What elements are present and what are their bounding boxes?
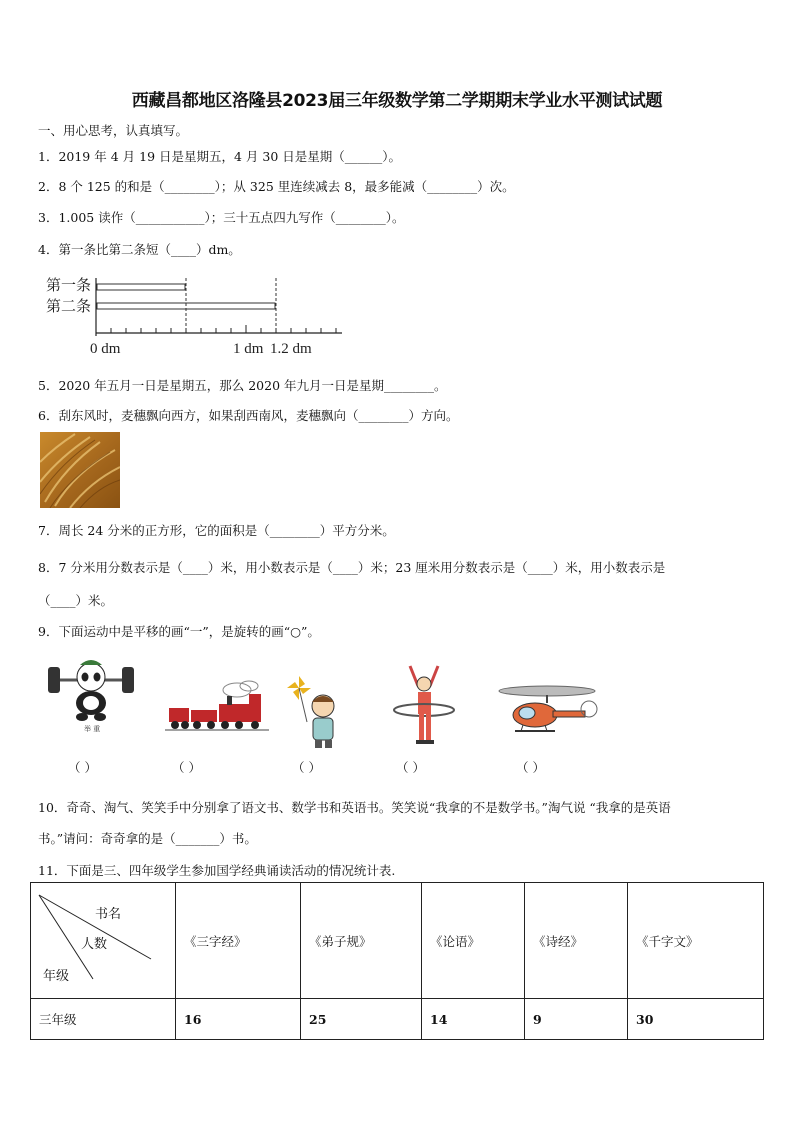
answer-paren-5: （ ） <box>516 760 545 775</box>
table-header-row <box>31 883 764 999</box>
table-cell: 30 <box>628 999 764 1040</box>
question-3: 3．1.005 读作（___________）；三十五点四九写作（________）。 <box>38 210 405 225</box>
question-10-line-2: 书。”请问：奇奇拿的是（_______）书。 <box>38 831 257 846</box>
table-row <box>31 999 764 1040</box>
table-corner-cell <box>31 883 176 999</box>
table-header-cell: 《三字经》 <box>176 883 301 999</box>
question-5: 5．2020 年五月一日是星期五，那么 2020 年九月一日是星期________。 <box>38 378 447 393</box>
question-11: 11．下面是三、四年级学生参加国学经典诵读活动的情况统计表. <box>38 863 396 878</box>
helicopter-image <box>495 683 600 741</box>
question-8-line-1: 8．7 分米用分数表示是（____）米，用小数表示是（____）米；23 厘米用分数表示是（____）米，用小数表示是 <box>38 560 666 575</box>
answer-paren-4: （ ） <box>396 760 425 775</box>
tick-label-1dm: 1 dm <box>233 341 264 357</box>
question-6: 6．刮东风时，麦穗飘向西方，如果刮西南风，麦穗飘向（________）方向。 <box>38 408 459 423</box>
question-1: 1．2019 年 4 月 19 日是星期五，4 月 30 日是星期（______）。 <box>38 149 402 164</box>
corner-label-count: 人数 <box>81 937 108 952</box>
ruler-figure <box>40 270 360 360</box>
table-cell: 25 <box>301 999 422 1040</box>
answer-paren-3: （ ） <box>292 760 321 775</box>
section-heading: 一、用心思考，认真填写。 <box>38 123 189 138</box>
wheat-image <box>40 432 120 508</box>
table-header-cell: 《诗经》 <box>525 883 628 999</box>
train-image <box>165 680 270 735</box>
question-4: 4．第一条比第二条短（____）dm。 <box>38 242 241 257</box>
page-title: 西藏昌都地区洛隆县2023届三年级数学第二学期期末学业水平测试试题 <box>131 91 663 111</box>
hula-hoop-girl-image <box>388 660 458 750</box>
table-header-cell: 《千字文》 <box>628 883 764 999</box>
table-header-cell: 《论语》 <box>422 883 525 999</box>
table-row-grade: 三年级 <box>31 999 176 1040</box>
tick-label-1-2dm: 1.2 dm <box>270 341 312 357</box>
corner-label-grade: 年级 <box>43 969 70 984</box>
weightlifting-caption: 举 重 <box>84 725 101 733</box>
question-9: 9．下面运动中是平移的画“一”，是旋转的画“○”。 <box>38 624 320 639</box>
question-10-line-1: 10．奇奇、淘气、笑笑手中分别拿了语文书、数学书和英语书。笑笑说“我拿的不是数学书。”淘气说 “我拿的是英语 <box>38 800 671 815</box>
weightlifting-panda-image <box>44 655 139 735</box>
corner-label-book: 书名 <box>95 907 122 922</box>
table-cell: 16 <box>176 999 301 1040</box>
bar-first <box>97 284 185 290</box>
table-header-cell: 《弟子规》 <box>301 883 422 999</box>
pinwheel-child-image <box>285 672 345 750</box>
tick-label-0dm: 0 dm <box>90 341 121 357</box>
answer-paren-1: （ ） <box>68 760 97 775</box>
table-cell: 9 <box>525 999 628 1040</box>
ruler-ticks <box>96 325 336 333</box>
question-7: 7．周长 24 分米的正方形，它的面积是（________）平方分米。 <box>38 523 395 538</box>
ruler-label-first: 第一条 <box>46 278 92 294</box>
question-8-line-2: （____）米。 <box>38 593 114 608</box>
statistics-table <box>30 882 764 1040</box>
ruler-label-second: 第二条 <box>46 299 92 315</box>
table-cell: 14 <box>422 999 525 1040</box>
question-2: 2．8 个 125 的和是（________）；从 325 里连续减去 8，最多能减（________）次。 <box>38 179 515 194</box>
answer-paren-2: （ ） <box>172 760 201 775</box>
